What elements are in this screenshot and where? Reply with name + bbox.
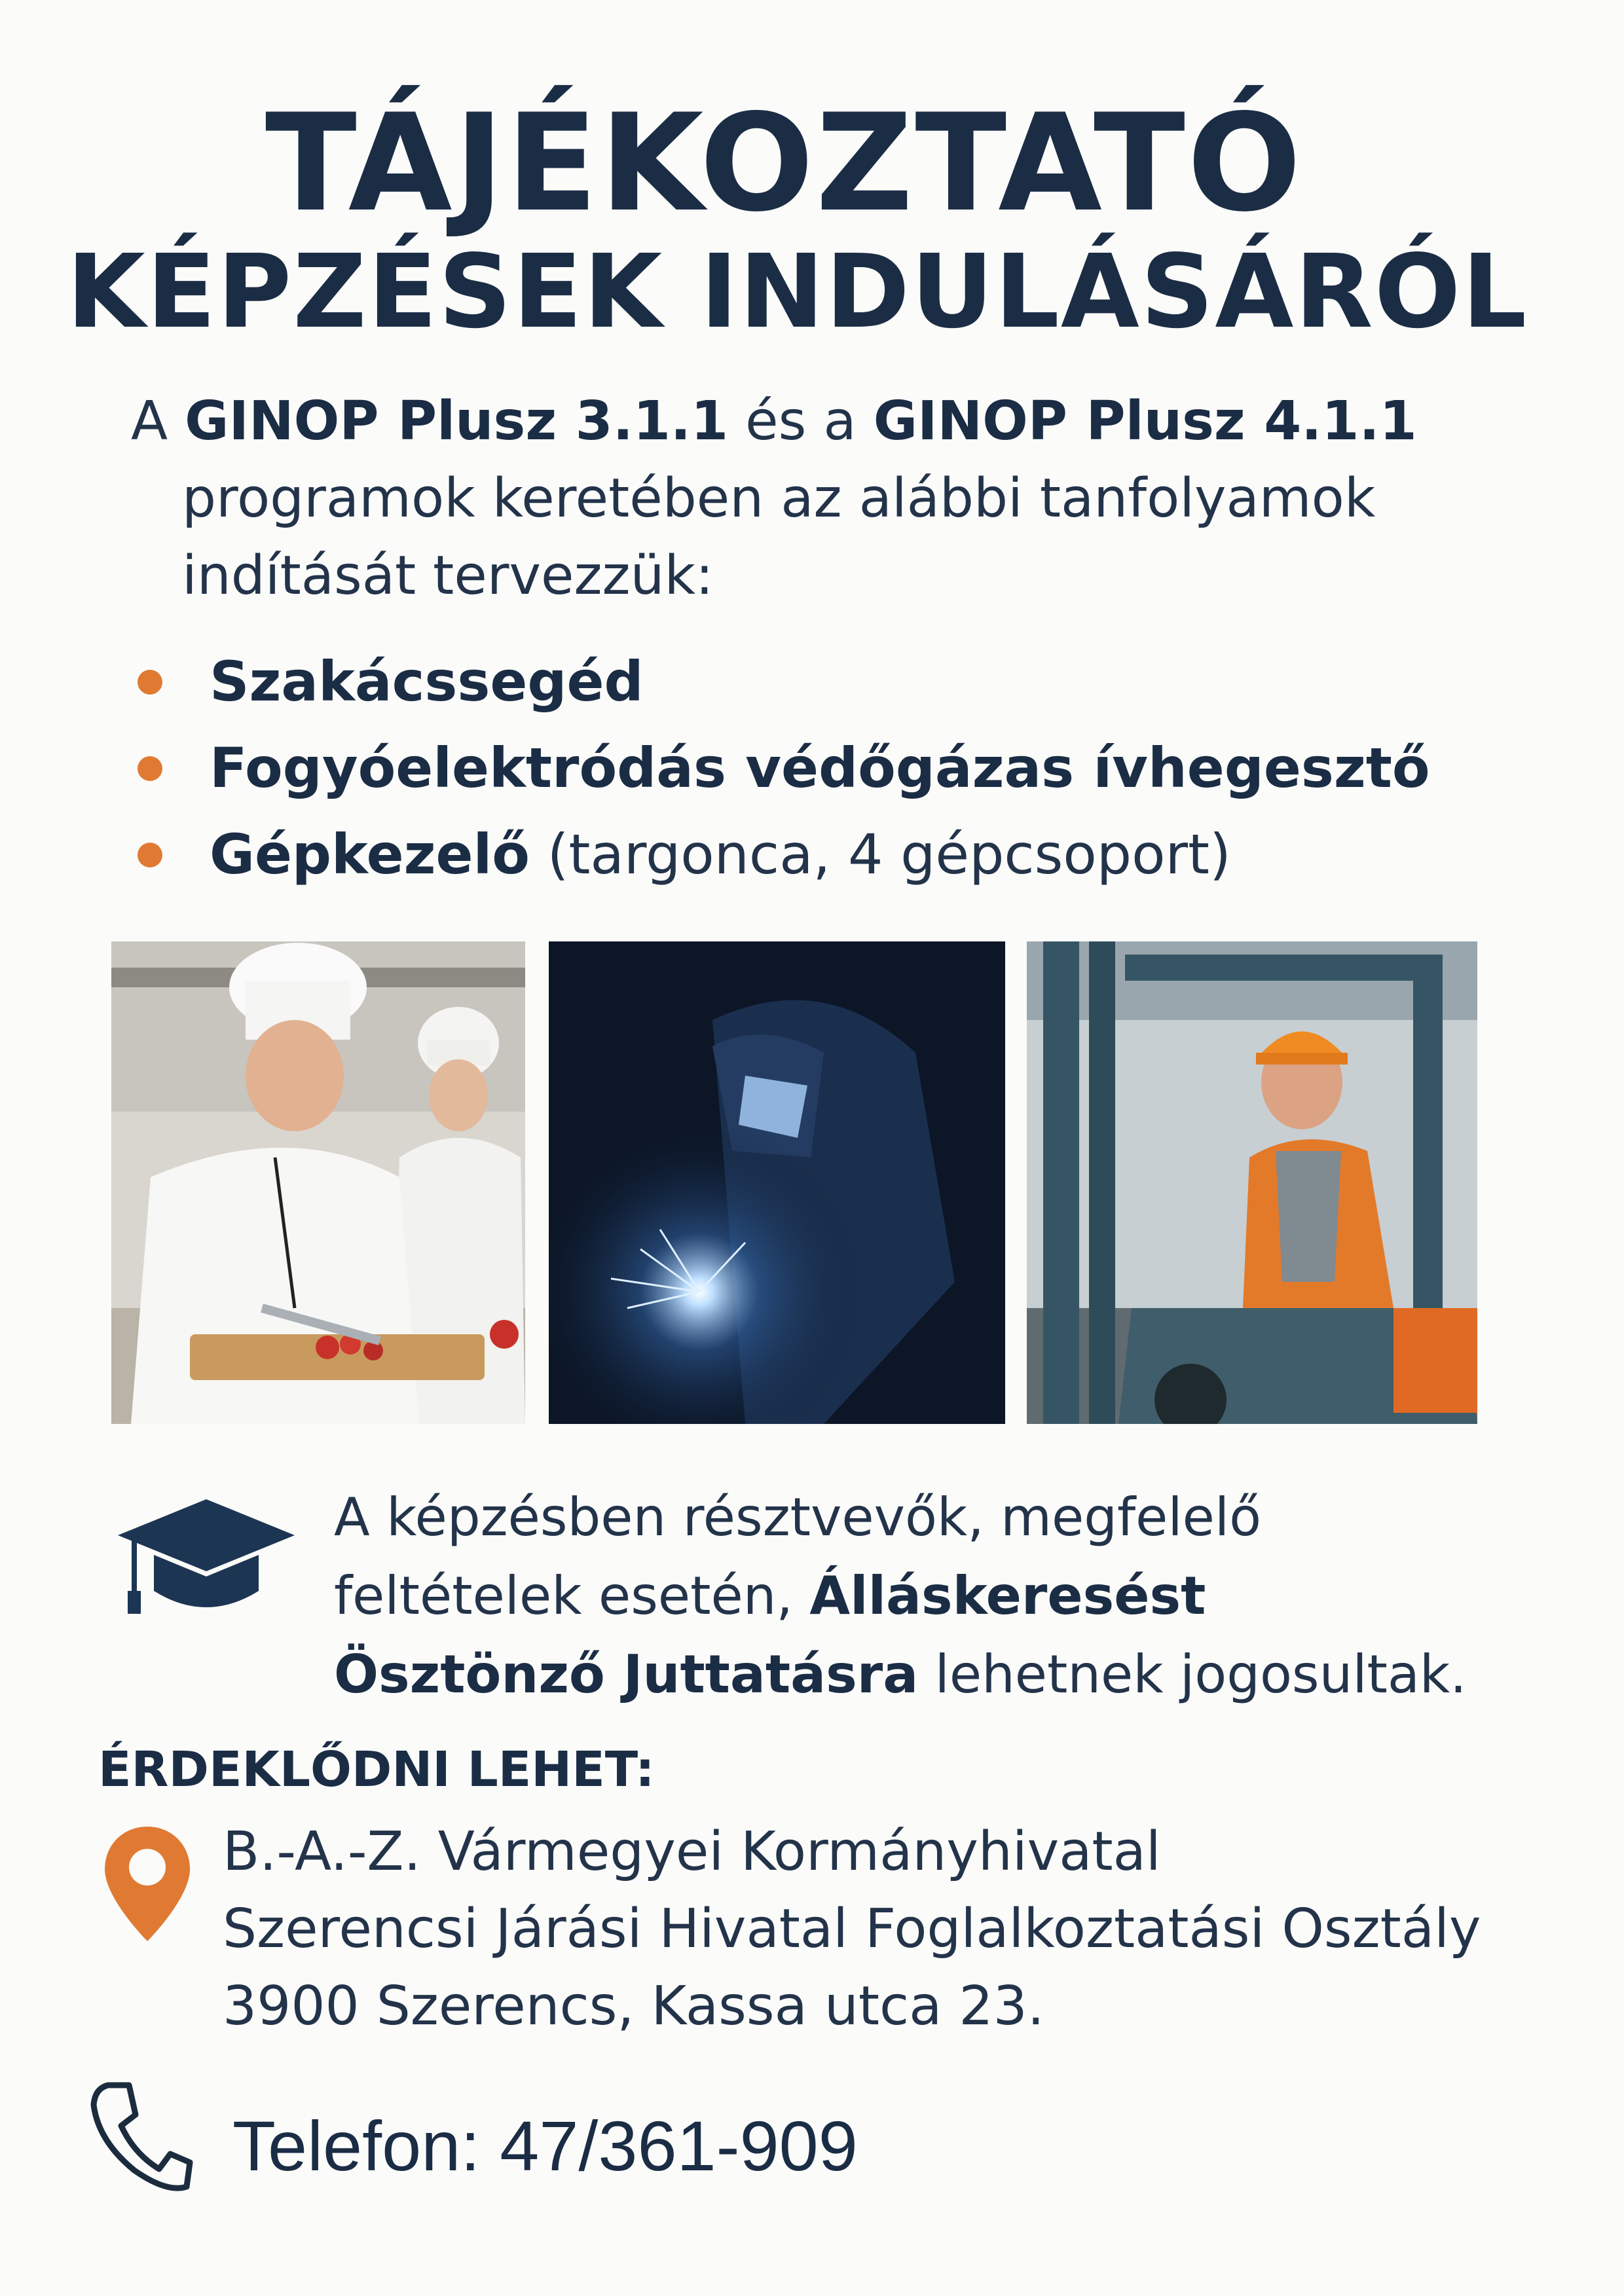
graduation-cap-icon (118, 1499, 295, 1617)
bullet-icon (138, 670, 162, 695)
benefit-bold-2: Ösztönző Juttatásra (334, 1644, 919, 1705)
forklift-photo (1027, 941, 1477, 1424)
bullet-icon (138, 756, 162, 781)
bullet-icon (138, 843, 162, 867)
address-line-3: 3900 Szerencs, Kassa utca 23. (223, 1975, 1044, 2037)
benefit-line-2: feltételek esetén, (334, 1565, 810, 1626)
list-item (138, 638, 1430, 725)
list-item (138, 725, 1430, 811)
address-line-1: B.-A.-Z. Vármegyei Kormányhivatal (223, 1821, 1161, 1883)
benefit-line-3: lehetnek jogosultak. (918, 1644, 1467, 1705)
intro-prefix: A (131, 390, 185, 452)
course-detail: (targonca, 4 gépcsoport) (530, 822, 1231, 886)
course-name: Gépkezelő (210, 822, 530, 886)
page-title: TÁJÉKOZTATÓ (265, 86, 1304, 242)
welder-photo (549, 941, 1005, 1424)
phone-icon (88, 2079, 193, 2193)
address-line-2: Szerencsi Járási Hivatal Foglalkoztatási Osztály (223, 1898, 1481, 1960)
chef-photo (111, 941, 525, 1424)
contact-heading: ÉRDEKLŐDNI LEHET: (98, 1741, 655, 1798)
intro-line-2: programok keretében az alábbi tanfolyamok (182, 467, 1376, 530)
intro-middle: és a (728, 390, 874, 452)
list-item (138, 811, 1430, 898)
address-block (223, 1813, 1481, 2045)
program-2: GINOP Plusz 4.1.1 (873, 390, 1417, 452)
benefit-bold-1: Álláskeresést (809, 1565, 1206, 1626)
intro-paragraph (131, 383, 1506, 615)
intro-line-3: indítását tervezzük: (182, 545, 714, 607)
phone-number: Telefon: 47/361-909 (232, 2106, 858, 2185)
course-name: Fogyóelektródás védőgázas ívhegesztő (210, 736, 1430, 800)
page-subtitle: KÉPZÉSEK INDULÁSÁRÓL (66, 232, 1528, 351)
program-1: GINOP Plusz 3.1.1 (185, 390, 729, 452)
course-list (138, 638, 1430, 898)
benefit-line-1: A képzésben résztvevők, megfelelő (334, 1487, 1262, 1548)
course-name: Szakácssegéd (210, 649, 644, 714)
location-pin-icon (105, 1827, 190, 1941)
benefit-text (334, 1478, 1591, 1714)
